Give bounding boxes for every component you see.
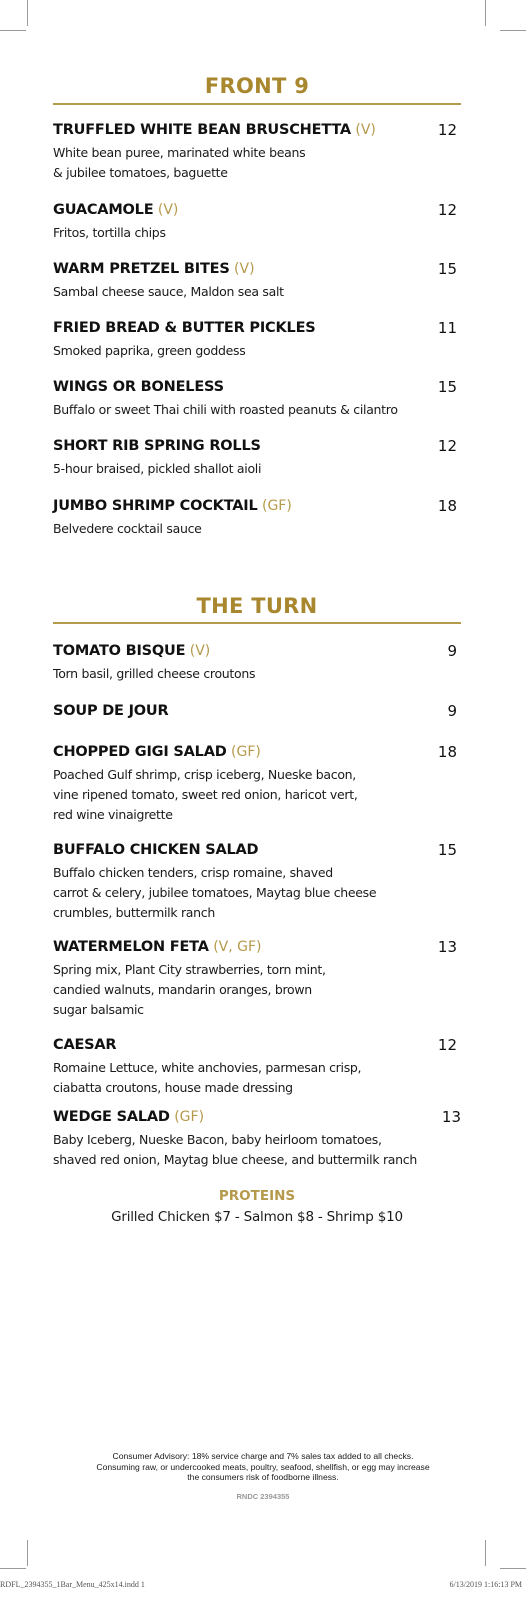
menu-item <box>53 121 461 183</box>
menu-item <box>53 938 461 1020</box>
item-description: Poached Gulf shrimp, crisp iceberg, Nueske bacon, vine ripened tomato, sweet red onion, haricot vert, red wine vinaigrette <box>53 767 358 822</box>
item-name: TRUFFLED WHITE BEAN BRUSCHETTA <box>53 122 351 138</box>
item-price: 11 <box>437 319 457 337</box>
item-name: BUFFALO CHICKEN SALAD <box>53 842 259 858</box>
menu-item <box>53 319 461 361</box>
item-tag: (V) <box>234 261 255 277</box>
menu-item <box>53 702 461 724</box>
item-name: GUACAMOLE <box>53 202 154 218</box>
item-description: Spring mix, Plant City strawberries, torn mint, candied walnuts, mandarin oranges, brown sugar balsamic <box>53 962 326 1017</box>
item-price: 9 <box>447 642 457 660</box>
menu-item <box>53 437 461 479</box>
section-rule <box>53 103 461 105</box>
proteins-options: Grilled Chicken $7 - Salmon $8 - Shrimp $10 <box>111 1209 403 1225</box>
item-tag: (V, GF) <box>213 939 262 955</box>
item-description: Fritos, tortilla chips <box>53 225 166 240</box>
item-price: 9 <box>447 702 457 720</box>
item-name: SOUP DE JOUR <box>53 703 169 719</box>
item-name: CHOPPED GIGI SALAD <box>53 744 227 760</box>
crop-mark <box>500 1568 526 1569</box>
crop-mark <box>27 0 28 26</box>
proteins-title: PROTEINS <box>218 1188 296 1204</box>
menu-item <box>53 201 461 243</box>
item-price: 15 <box>437 260 457 278</box>
item-description: Baby Iceberg, Nueske Bacon, baby heirloom tomatoes, shaved red onion, Maytag blue cheese, and buttermilk ranch <box>53 1132 417 1167</box>
item-description: Torn basil, grilled cheese croutons <box>53 666 256 681</box>
item-name: WEDGE SALAD <box>53 1109 170 1125</box>
item-price: 12 <box>437 121 457 139</box>
menu-item <box>53 841 461 923</box>
item-price: 13 <box>437 938 457 956</box>
item-price: 18 <box>437 497 457 515</box>
menu-item <box>53 743 461 825</box>
section-title-the-turn: THE TURN <box>196 594 318 618</box>
item-description: Belvedere cocktail sauce <box>53 521 202 536</box>
item-price: 12 <box>437 1036 457 1054</box>
section-rule <box>53 622 461 624</box>
item-description: Romaine Lettuce, white anchovies, parmesan crisp, ciabatta croutons, house made dressing <box>53 1060 362 1095</box>
item-price: 18 <box>437 743 457 761</box>
menu-item <box>53 260 461 302</box>
item-description: Buffalo chicken tenders, crisp romaine, shaved carrot & celery, jubilee tomatoes, Maytag blue cheese crumbles, buttermilk ranch <box>53 865 377 920</box>
item-description: Smoked paprika, green goddess <box>53 343 246 358</box>
consumer-advisory: Consumer Advisory: 18% service charge and 7% sales tax added to all checks. Consuming raw, or undercooked meats, poultry, seafood, shellfish, or egg may increase the consumers risk of foodborne illness. <box>96 1451 430 1482</box>
crop-mark <box>0 1568 26 1569</box>
item-tag: (V) <box>355 122 376 138</box>
item-tag: (GF) <box>231 744 261 760</box>
crop-mark <box>27 1540 28 1566</box>
item-tag: (GF) <box>174 1109 205 1125</box>
item-name: WINGS OR BONELESS <box>53 379 224 395</box>
crop-mark <box>485 1540 486 1566</box>
item-tag: (V) <box>189 643 211 659</box>
menu-item <box>53 1108 461 1170</box>
item-description: Buffalo or sweet Thai chili with roasted peanuts & cilantro <box>53 402 398 417</box>
menu-item <box>53 642 461 684</box>
section-title-front9: FRONT 9 <box>204 74 310 98</box>
print-timestamp: 6/13/2019 1:16:13 PM <box>449 1580 522 1589</box>
item-description: White bean puree, marinated white beans & jubilee tomatoes, baguette <box>53 145 306 180</box>
file-slug: RDFL_2394355_1Bar_Menu_425x14.indd 1 <box>0 1580 145 1589</box>
item-name: JUMBO SHRIMP COCKTAIL <box>53 498 258 514</box>
menu-item <box>53 497 461 539</box>
item-price: 12 <box>437 437 457 455</box>
item-price: 15 <box>437 841 457 859</box>
item-name: TOMATO BISQUE <box>53 643 186 659</box>
crop-mark <box>500 30 526 31</box>
item-name: CAESAR <box>53 1037 117 1053</box>
item-tag: (GF) <box>262 498 292 514</box>
item-price: 12 <box>437 201 457 219</box>
crop-mark <box>485 0 486 26</box>
item-name: FRIED BREAD & BUTTER PICKLES <box>53 320 316 336</box>
menu-item <box>53 1036 461 1098</box>
item-name: WARM PRETZEL BITES <box>53 261 230 277</box>
menu-item <box>53 378 461 420</box>
item-price: 13 <box>441 1108 461 1126</box>
item-tag: (V) <box>157 202 179 218</box>
print-code: RNDC 2394355 <box>236 1492 290 1501</box>
item-description: 5-hour braised, pickled shallot aioli <box>53 461 262 476</box>
item-name: SHORT RIB SPRING ROLLS <box>53 438 261 454</box>
item-name: WATERMELON FETA <box>53 939 209 955</box>
item-description: Sambal cheese sauce, Maldon sea salt <box>53 284 284 299</box>
crop-mark <box>0 30 26 31</box>
item-price: 15 <box>437 378 457 396</box>
